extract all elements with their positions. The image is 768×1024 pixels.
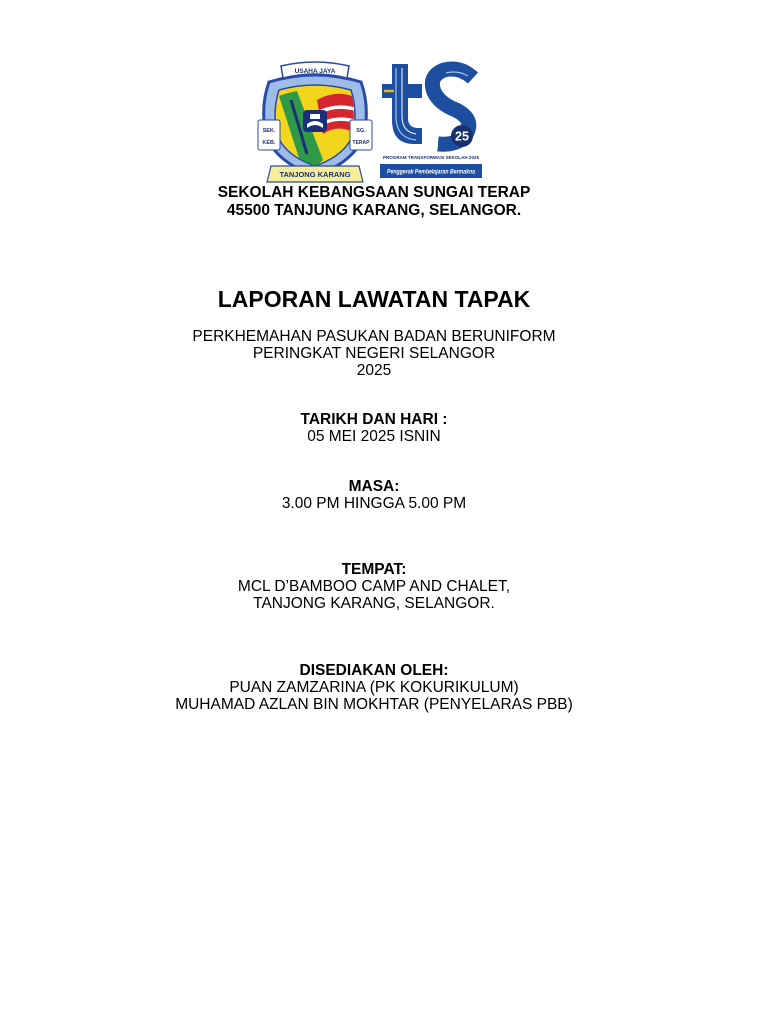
preparer-name: PUAN ZAMZARINA (PK KOKURIKULUM) [229,679,519,696]
svg-text:SG.: SG. [356,128,366,134]
report-title-block [0,286,748,312]
ts-25-number: 25 [455,129,469,144]
date-value: 05 MEI 2025 ISNIN [307,428,441,445]
time-value: 3.00 PM HINGGA 5.00 PM [281,495,467,512]
time-section [0,478,748,512]
svg-text:KEB.: KEB. [262,140,276,146]
school-address: 45500 TANJUNG KARANG, SELANGOR. [226,202,522,219]
date-label: TARIKH DAN HARI : [300,411,448,428]
venue-label: TEMPAT: [341,561,407,578]
ts-program-text: PROGRAM TRANSFORMASI SEKOLAH 2025 [383,155,480,160]
prepared-by-label: DISEDIAKAN OLEH: [299,662,449,679]
school-name: SEKOLAH KEBANGSAAN SUNGAI TERAP [217,184,531,201]
crest-place: TANJONG KARANG [279,170,351,179]
svg-text:SEK.: SEK. [262,128,276,134]
page-title: LAPORAN LAWATAN TAPAK [217,286,531,312]
venue-line: TANJONG KARANG, SELANGOR. [253,595,495,612]
ts25-logo [380,60,482,180]
venue-section [0,561,748,612]
preparer-name: MUHAMAD AZLAN BIN MOKHTAR (PENYELARAS PBB) [175,696,573,713]
svg-text:TERAP: TERAP [352,140,370,146]
ts-tagline: Penggerak Pembelajaran Bermakna [387,169,476,176]
event-description [0,328,748,379]
event-line: PERINGKAT NEGERI SELANGOR [252,345,496,362]
event-line: 2025 [356,362,392,379]
event-line: PERKHEMAHAN PASUKAN BADAN BERUNIFORM [192,328,556,345]
venue-line: MCL D’BAMBOO CAMP AND CHALET, [237,578,511,595]
school-crest-logo [257,60,373,184]
crest-motto: USAHA JAYA [294,68,336,75]
time-label: MASA: [348,478,400,495]
crest-emblem-roof [310,114,320,119]
school-heading [0,184,748,220]
prepared-by-section [0,662,748,713]
date-section [0,411,748,445]
